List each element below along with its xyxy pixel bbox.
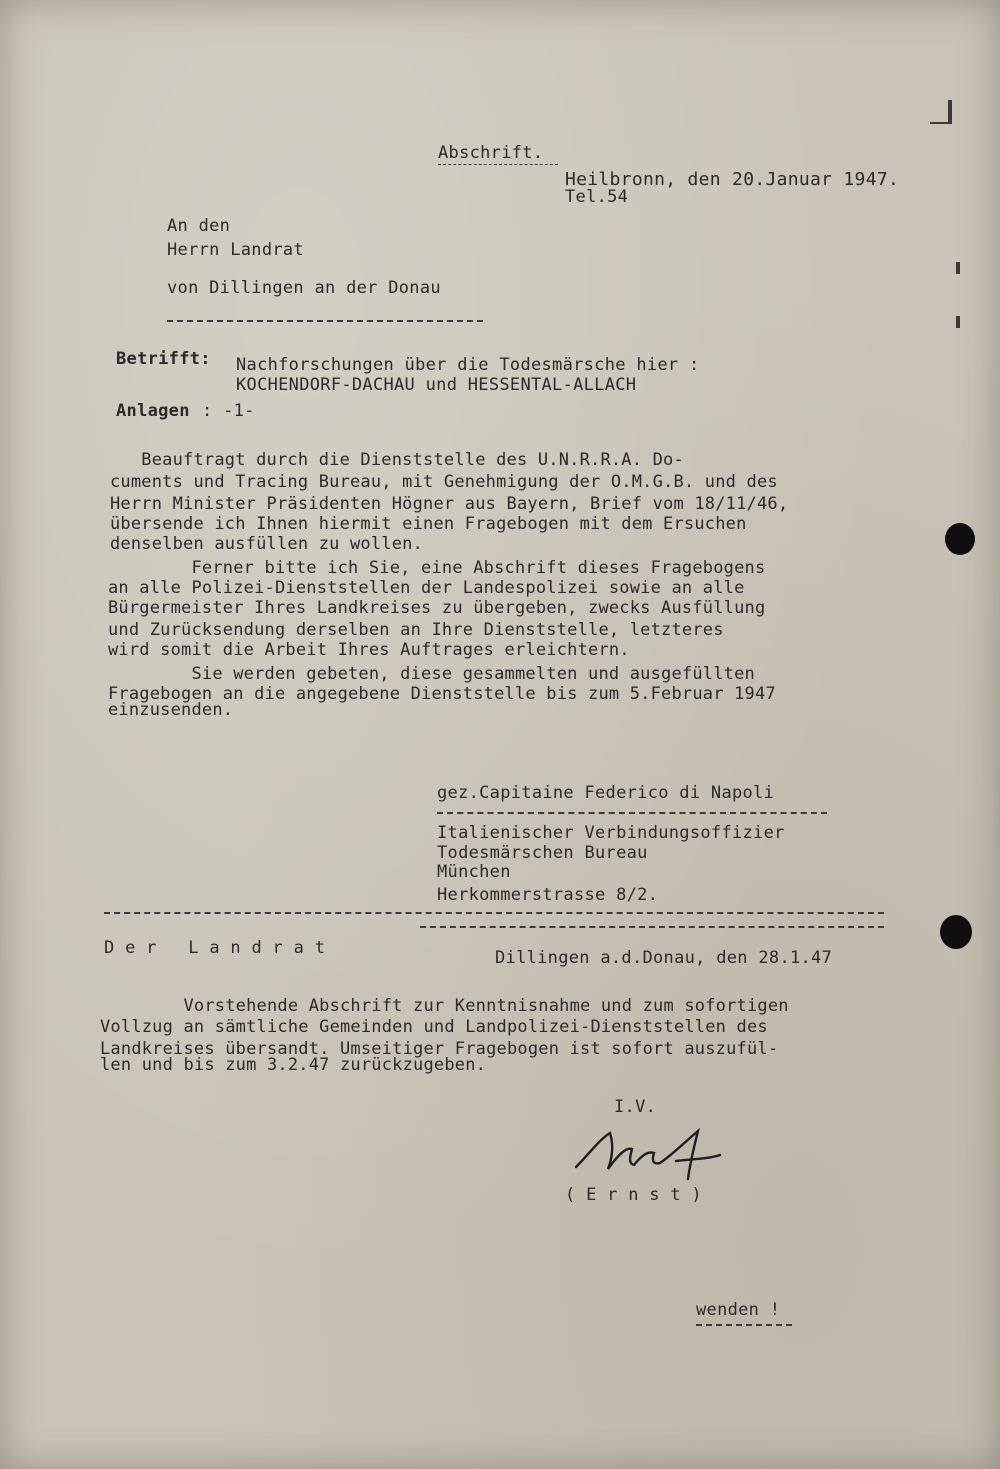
place-date: Heilbronn, den 20.Januar 1947. [565, 169, 900, 190]
addressee-line-3: von Dillingen an der Donau [167, 278, 441, 298]
turn-over-note: wenden ! [696, 1300, 781, 1320]
subject-line-2: KOCHENDORF-DACHAU und HESSENTAL-ALLACH [236, 375, 637, 395]
forwarding-line-1: Vorstehende Abschrift zur Kenntnisnahme und zum sofortigen [100, 996, 789, 1016]
document-title: Abschrift. [438, 143, 544, 163]
body-p2-line-5: wird somit die Arbeit Ihres Auftrages erleichtern. [108, 640, 630, 660]
margin-mark [956, 262, 960, 274]
signer-city: München [437, 862, 511, 882]
body-p2-line-3: Bürgermeister Ihres Landkreises zu übergeben, zwecks Ausfüllung [108, 598, 766, 618]
addressee-line-1: An den [167, 216, 231, 236]
forwarding-place-date: Dillingen a.d.Donau, den 28.1.47 [495, 948, 833, 968]
signer-role: Italienischer Verbindungsoffizier [437, 823, 785, 843]
body-p2-line-1: Ferner bitte ich Sie, eine Abschrift dieses Fragebogens [108, 558, 766, 578]
signature-divider [437, 812, 827, 814]
signer-name: ( E r n s t ) [565, 1185, 702, 1205]
signer-office: Todesmärschen Bureau [437, 843, 648, 863]
body-p3-line-1: Sie werden gebeten, diese gesammelten und ausgefüllten [108, 664, 755, 684]
punch-hole-top [945, 523, 975, 555]
body-p1-line-4: übersende ich Ihnen hiermit einen Fragebogen mit dem Ersuchen [110, 514, 747, 534]
forwarding-sender: D e r L a n d r a t [104, 938, 326, 958]
body-p2-line-2: an alle Polizei-Dienststellen der Landespolizei sowie an alle [108, 578, 745, 598]
body-p1-line-1: Beauftragt durch die Dienststelle des U.N.R.R.A. Do- [110, 450, 684, 470]
margin-mark [948, 100, 952, 122]
attachments-label: Anlagen [116, 401, 190, 421]
body-p3-line-3: einzusenden. [108, 700, 234, 720]
turn-over-underline [696, 1324, 792, 1326]
subject-line-1: Nachforschungen über die Todesmärsche hier : [236, 355, 700, 375]
punch-hole-bottom [940, 915, 972, 949]
title-underline [438, 164, 558, 165]
margin-mark [930, 122, 952, 124]
forwarding-line-2: Vollzug an sämtliche Gemeinden und Landpolizei-Dienststellen des [100, 1017, 768, 1037]
body-p3-line-2: Fragebogen an die angegebene Dienststelle bis zum 5.Februar 1947 [108, 684, 776, 704]
section-divider [104, 912, 884, 914]
phone-number: Tel.54 [565, 187, 629, 207]
body-p2-line-4: und Zurücksendung derselben an Ihre Dienststelle, letzteres [108, 620, 724, 640]
handwritten-signature [568, 1125, 738, 1185]
body-p1-line-2: cuments und Tracing Bureau, mit Genehmigung der O.M.G.B. und des [110, 472, 778, 492]
body-p1-line-3: Herrn Minister Präsidenten Högner aus Bayern, Brief vom 18/11/46, [110, 494, 789, 514]
subject-label: Betrifft: [116, 349, 211, 369]
forwarding-line-3: Landkreises übersandt. Umseitiger Fragebogen ist sofort auszufül- [100, 1039, 779, 1059]
margin-mark [956, 316, 960, 328]
body-p1-line-5: denselben ausfüllen zu wollen. [110, 534, 424, 554]
attachments-value: : -1- [202, 401, 255, 421]
forwarding-line-4: len und bis zum 3.2.47 zurückzugeben. [100, 1055, 487, 1075]
addressee-divider [167, 320, 483, 322]
proxy-label: I.V. [614, 1097, 657, 1117]
signed-by: gez.Capitaine Federico di Napoli [437, 783, 775, 803]
addressee-line-2: Herrn Landrat [167, 240, 304, 260]
signer-street: Herkommerstrasse 8/2. [437, 885, 659, 905]
section-divider-2 [420, 926, 884, 928]
